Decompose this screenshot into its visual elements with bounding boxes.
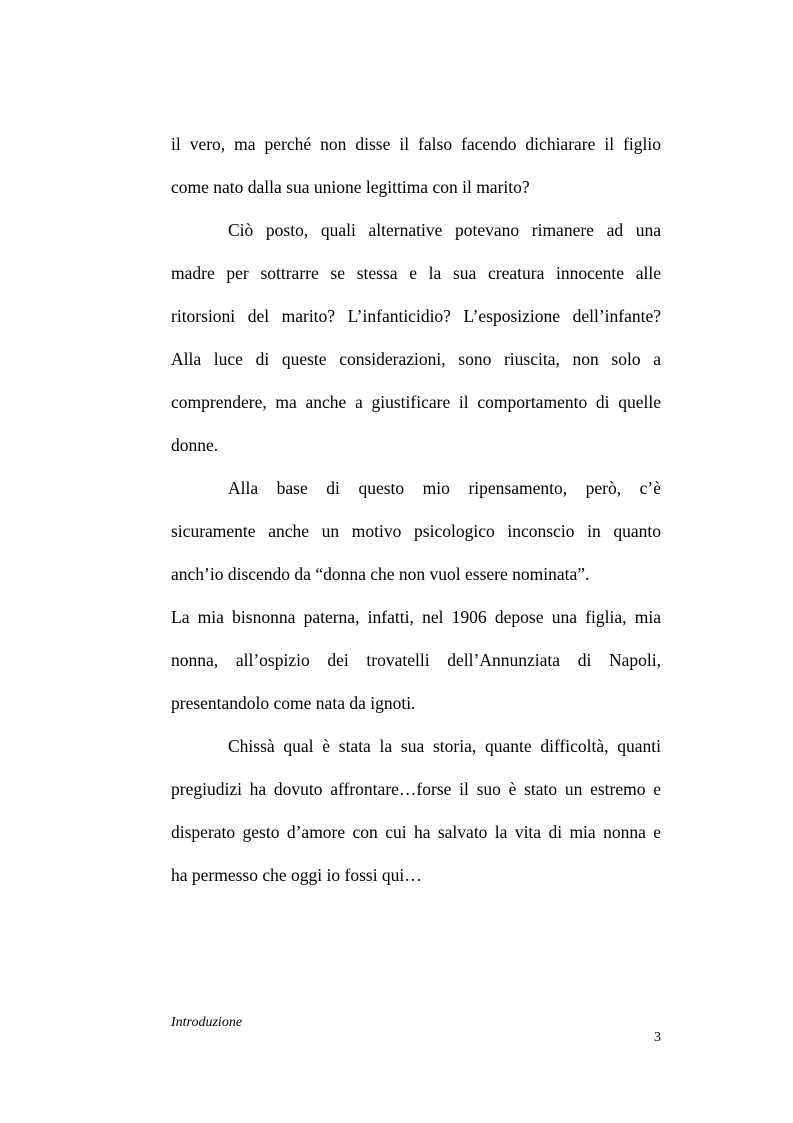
text-line: comprendere, ma anche a giustificare il comportamento di quelle: [171, 392, 661, 412]
text-line: madre per sottrarre se stessa e la sua creatura innocente alle: [171, 263, 661, 283]
text-line: Alla luce di queste considerazioni, sono riuscita, non solo a: [171, 349, 661, 369]
text-line: il vero, ma perché non disse il falso facendo dichiarare il figlio: [171, 134, 661, 154]
text-line: disperato gesto d’amore con cui ha salvato la vita di mia nonna e: [171, 822, 661, 842]
text-line: ritorsioni del marito? L’infanticidio? L’esposizione dell’infante?: [171, 306, 661, 326]
text-line: sicuramente anche un motivo psicologico inconscio in quanto: [171, 521, 661, 541]
text-line: donne.: [171, 435, 219, 455]
text-line: anch’io discendo da “donna che non vuol essere nominata”.: [171, 564, 590, 584]
text-line: ha permesso che oggi io fossi qui…: [171, 865, 422, 885]
text-line: come nato dalla sua unione legittima con il marito?: [171, 177, 530, 197]
text-line: La mia bisnonna paterna, infatti, nel 1906 depose una figlia, mia: [171, 607, 661, 627]
text-line: nonna, all’ospizio dei trovatelli dell’Annunziata di Napoli,: [171, 650, 661, 670]
text-line: Chissà qual è stata la sua storia, quante difficoltà, quanti: [228, 736, 661, 756]
text-line: Alla base di questo mio ripensamento, però, c’è: [228, 478, 661, 498]
footer-section-label: Introduzione: [171, 1015, 243, 1030]
page-number: 3: [654, 1030, 661, 1045]
text-line: Ciò posto, quali alternative potevano rimanere ad una: [228, 220, 661, 240]
text-line: pregiudizi ha dovuto affrontare…forse il suo è stato un estremo e: [171, 779, 661, 799]
text-line: presentandolo come nata da ignoti.: [171, 693, 416, 713]
